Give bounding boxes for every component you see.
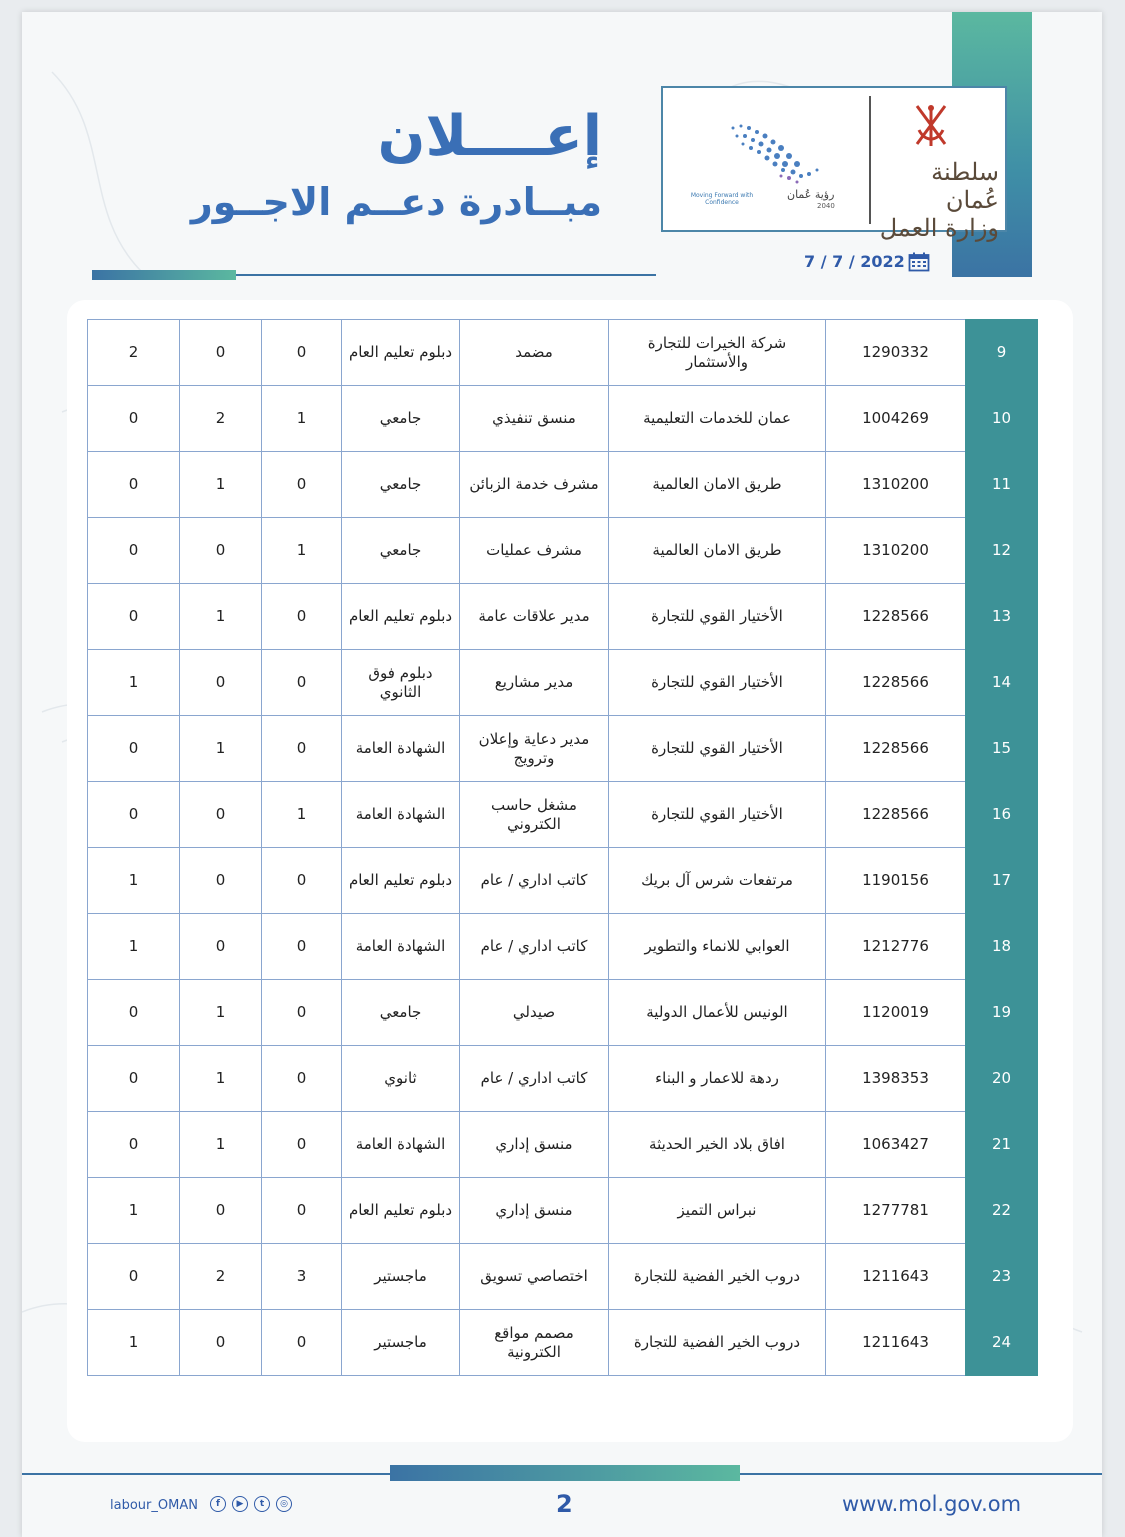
job-title: منسق تنفيذي [460, 386, 609, 452]
count-cell: 0 [180, 1310, 262, 1376]
count-cell: 0 [262, 650, 342, 716]
qualification: دبلوم تعليم العام [342, 320, 460, 386]
job-title: مضمد [460, 320, 609, 386]
count-cell: 1 [88, 914, 180, 980]
registration-number: 1398353 [826, 1046, 966, 1112]
qualification: جامعي [342, 980, 460, 1046]
logo-divider [869, 96, 871, 224]
table-row [88, 1244, 1038, 1310]
ministry-name [879, 158, 999, 242]
registration-number: 1228566 [826, 650, 966, 716]
company-name: مرتفعات شرس آل بريك [609, 848, 826, 914]
count-cell: 0 [262, 848, 342, 914]
count-cell: 0 [180, 518, 262, 584]
count-cell: 0 [262, 1112, 342, 1178]
company-name: شركة الخيرات للتجارة والأستثمار [609, 320, 826, 386]
count-cell: 1 [180, 452, 262, 518]
announcement-page [22, 12, 1102, 1537]
count-cell: 0 [262, 1046, 342, 1112]
company-name: طريق الامان العالمية [609, 518, 826, 584]
table-body [88, 320, 1038, 1376]
company-name: عمان للخدمات التعليمية [609, 386, 826, 452]
registration-number: 1310200 [826, 518, 966, 584]
qualification: ماجستير [342, 1244, 460, 1310]
job-title: كاتب اداري / عام [460, 1046, 609, 1112]
registration-number: 1211643 [826, 1244, 966, 1310]
announcement-date: 2022 / 7 / 7 [804, 252, 905, 271]
row-number: 18 [966, 914, 1038, 980]
count-cell: 0 [88, 980, 180, 1046]
count-cell: 0 [88, 1244, 180, 1310]
registration-number: 1228566 [826, 584, 966, 650]
row-number: 20 [966, 1046, 1038, 1112]
qualification: الشهادة العامة [342, 716, 460, 782]
table-card [67, 300, 1073, 1442]
count-cell: 0 [88, 386, 180, 452]
qualification: دبلوم تعليم العام [342, 1178, 460, 1244]
count-cell: 0 [262, 320, 342, 386]
count-cell: 0 [88, 452, 180, 518]
count-cell: 1 [88, 1310, 180, 1376]
qualification: جامعي [342, 452, 460, 518]
count-cell: 0 [180, 782, 262, 848]
count-cell: 0 [262, 1310, 342, 1376]
count-cell: 1 [180, 1046, 262, 1112]
job-title: منسق إداري [460, 1178, 609, 1244]
count-cell: 0 [88, 584, 180, 650]
company-name: العوابي للانماء والتطوير [609, 914, 826, 980]
row-number: 14 [966, 650, 1038, 716]
company-name: الونيس للأعمال الدولية [609, 980, 826, 1046]
qualification: دبلوم تعليم العام [342, 584, 460, 650]
youtube-icon[interactable]: ▶ [232, 1496, 248, 1512]
table-row [88, 1046, 1038, 1112]
vision-label: رؤية عُمان [787, 188, 835, 201]
job-title: مدير علاقات عامة [460, 584, 609, 650]
company-name: دروب الخير الفضية للتجارة [609, 1244, 826, 1310]
company-name: طريق الامان العالمية [609, 452, 826, 518]
count-cell: 0 [180, 914, 262, 980]
qualification: ثانوي [342, 1046, 460, 1112]
social-handle[interactable]: labour_OMAN [110, 1498, 198, 1513]
qualification: جامعي [342, 518, 460, 584]
row-number: 9 [966, 320, 1038, 386]
page-subtitle: مبــادرة دعــم الاجــور [190, 180, 602, 224]
logo-box [661, 86, 1007, 242]
table-row [88, 980, 1038, 1046]
row-number: 17 [966, 848, 1038, 914]
job-title: مشغل حاسب الكتروني [460, 782, 609, 848]
company-name: ردهة للاعمار و البناء [609, 1046, 826, 1112]
job-title: كاتب اداري / عام [460, 914, 609, 980]
row-number: 10 [966, 386, 1038, 452]
table-row [88, 650, 1038, 716]
company-name: افاق بلاد الخير الحديثة [609, 1112, 826, 1178]
vacancies-table [87, 319, 1038, 1376]
table-row [88, 320, 1038, 386]
count-cell: 2 [180, 1244, 262, 1310]
count-cell: 0 [262, 1178, 342, 1244]
job-title: مشرف خدمة الزبائن [460, 452, 609, 518]
table-row [88, 386, 1038, 452]
qualification: دبلوم فوق الثانوي [342, 650, 460, 716]
registration-number: 1004269 [826, 386, 966, 452]
job-title: مشرف عمليات [460, 518, 609, 584]
table-row [88, 1310, 1038, 1376]
table-row [88, 452, 1038, 518]
table-row [88, 1178, 1038, 1244]
social-icons [210, 1496, 292, 1512]
registration-number: 1211643 [826, 1310, 966, 1376]
registration-number: 1277781 [826, 1178, 966, 1244]
count-cell: 1 [262, 386, 342, 452]
footer-accent [390, 1465, 740, 1481]
row-number: 19 [966, 980, 1038, 1046]
count-cell: 2 [88, 320, 180, 386]
count-cell: 0 [88, 1112, 180, 1178]
count-cell: 1 [88, 650, 180, 716]
job-title: منسق إداري [460, 1112, 609, 1178]
row-number: 16 [966, 782, 1038, 848]
instagram-icon[interactable]: ◎ [276, 1496, 292, 1512]
row-number: 21 [966, 1112, 1038, 1178]
count-cell: 0 [88, 782, 180, 848]
company-name: الأختيار القوي للتجارة [609, 584, 826, 650]
table-row [88, 848, 1038, 914]
registration-number: 1228566 [826, 716, 966, 782]
table-row [88, 914, 1038, 980]
company-name: نبراس التميز [609, 1178, 826, 1244]
count-cell: 1 [88, 1178, 180, 1244]
vision-2040-logo [723, 118, 833, 198]
table-row [88, 782, 1038, 848]
facebook-icon[interactable]: f [210, 1496, 226, 1512]
job-title: مصمم مواقع الكترونية [460, 1310, 609, 1376]
count-cell: 3 [262, 1244, 342, 1310]
registration-number: 1310200 [826, 452, 966, 518]
row-number: 23 [966, 1244, 1038, 1310]
twitter-icon[interactable]: t [254, 1496, 270, 1512]
qualification: ماجستير [342, 1310, 460, 1376]
title-underline-accent [92, 270, 236, 280]
registration-number: 1120019 [826, 980, 966, 1046]
website-link[interactable]: www.mol.gov.om [842, 1492, 1022, 1516]
row-number: 13 [966, 584, 1038, 650]
registration-number: 1063427 [826, 1112, 966, 1178]
row-number: 22 [966, 1178, 1038, 1244]
job-title: مدير مشاريع [460, 650, 609, 716]
company-name: الأختيار القوي للتجارة [609, 650, 826, 716]
count-cell: 0 [180, 1178, 262, 1244]
registration-number: 1190156 [826, 848, 966, 914]
count-cell: 0 [180, 650, 262, 716]
count-cell: 0 [262, 914, 342, 980]
count-cell: 1 [262, 518, 342, 584]
count-cell: 0 [88, 1046, 180, 1112]
ministry-line-1: سلطنة عُمان [931, 158, 999, 214]
row-number: 12 [966, 518, 1038, 584]
count-cell: 0 [262, 980, 342, 1046]
count-cell: 1 [180, 1112, 262, 1178]
row-number: 24 [966, 1310, 1038, 1376]
count-cell: 0 [262, 716, 342, 782]
oman-emblem-icon [911, 100, 951, 150]
count-cell: 0 [88, 518, 180, 584]
vision-year: 2040 [817, 202, 835, 210]
qualification: الشهادة العامة [342, 782, 460, 848]
vision-tagline: Moving Forward with Confidence [690, 192, 754, 206]
qualification: جامعي [342, 386, 460, 452]
registration-number: 1228566 [826, 782, 966, 848]
company-name: الأختيار القوي للتجارة [609, 716, 826, 782]
count-cell: 2 [180, 386, 262, 452]
company-name: دروب الخير الفضية للتجارة [609, 1310, 826, 1376]
calendar-icon [908, 252, 930, 272]
count-cell: 0 [262, 584, 342, 650]
count-cell: 0 [180, 848, 262, 914]
job-title: اختصاصي تسويق [460, 1244, 609, 1310]
ministry-line-2: وزارة العمل [879, 214, 999, 242]
registration-number: 1212776 [826, 914, 966, 980]
table-row [88, 716, 1038, 782]
count-cell: 1 [180, 716, 262, 782]
job-title: مدير دعاية وإعلان وترويج [460, 716, 609, 782]
count-cell: 1 [262, 782, 342, 848]
count-cell: 0 [180, 320, 262, 386]
page-number: 2 [556, 1490, 573, 1518]
count-cell: 1 [180, 980, 262, 1046]
count-cell: 1 [180, 584, 262, 650]
job-title: كاتب اداري / عام [460, 848, 609, 914]
table-row [88, 1112, 1038, 1178]
row-number: 15 [966, 716, 1038, 782]
count-cell: 0 [88, 716, 180, 782]
company-name: الأختيار القوي للتجارة [609, 782, 826, 848]
count-cell: 0 [262, 452, 342, 518]
count-cell: 1 [88, 848, 180, 914]
table-row [88, 518, 1038, 584]
qualification: دبلوم تعليم العام [342, 848, 460, 914]
qualification: الشهادة العامة [342, 914, 460, 980]
job-title: صيدلي [460, 980, 609, 1046]
table-row [88, 584, 1038, 650]
registration-number: 1290332 [826, 320, 966, 386]
row-number: 11 [966, 452, 1038, 518]
page-title: إعــــلان [377, 104, 602, 169]
qualification: الشهادة العامة [342, 1112, 460, 1178]
